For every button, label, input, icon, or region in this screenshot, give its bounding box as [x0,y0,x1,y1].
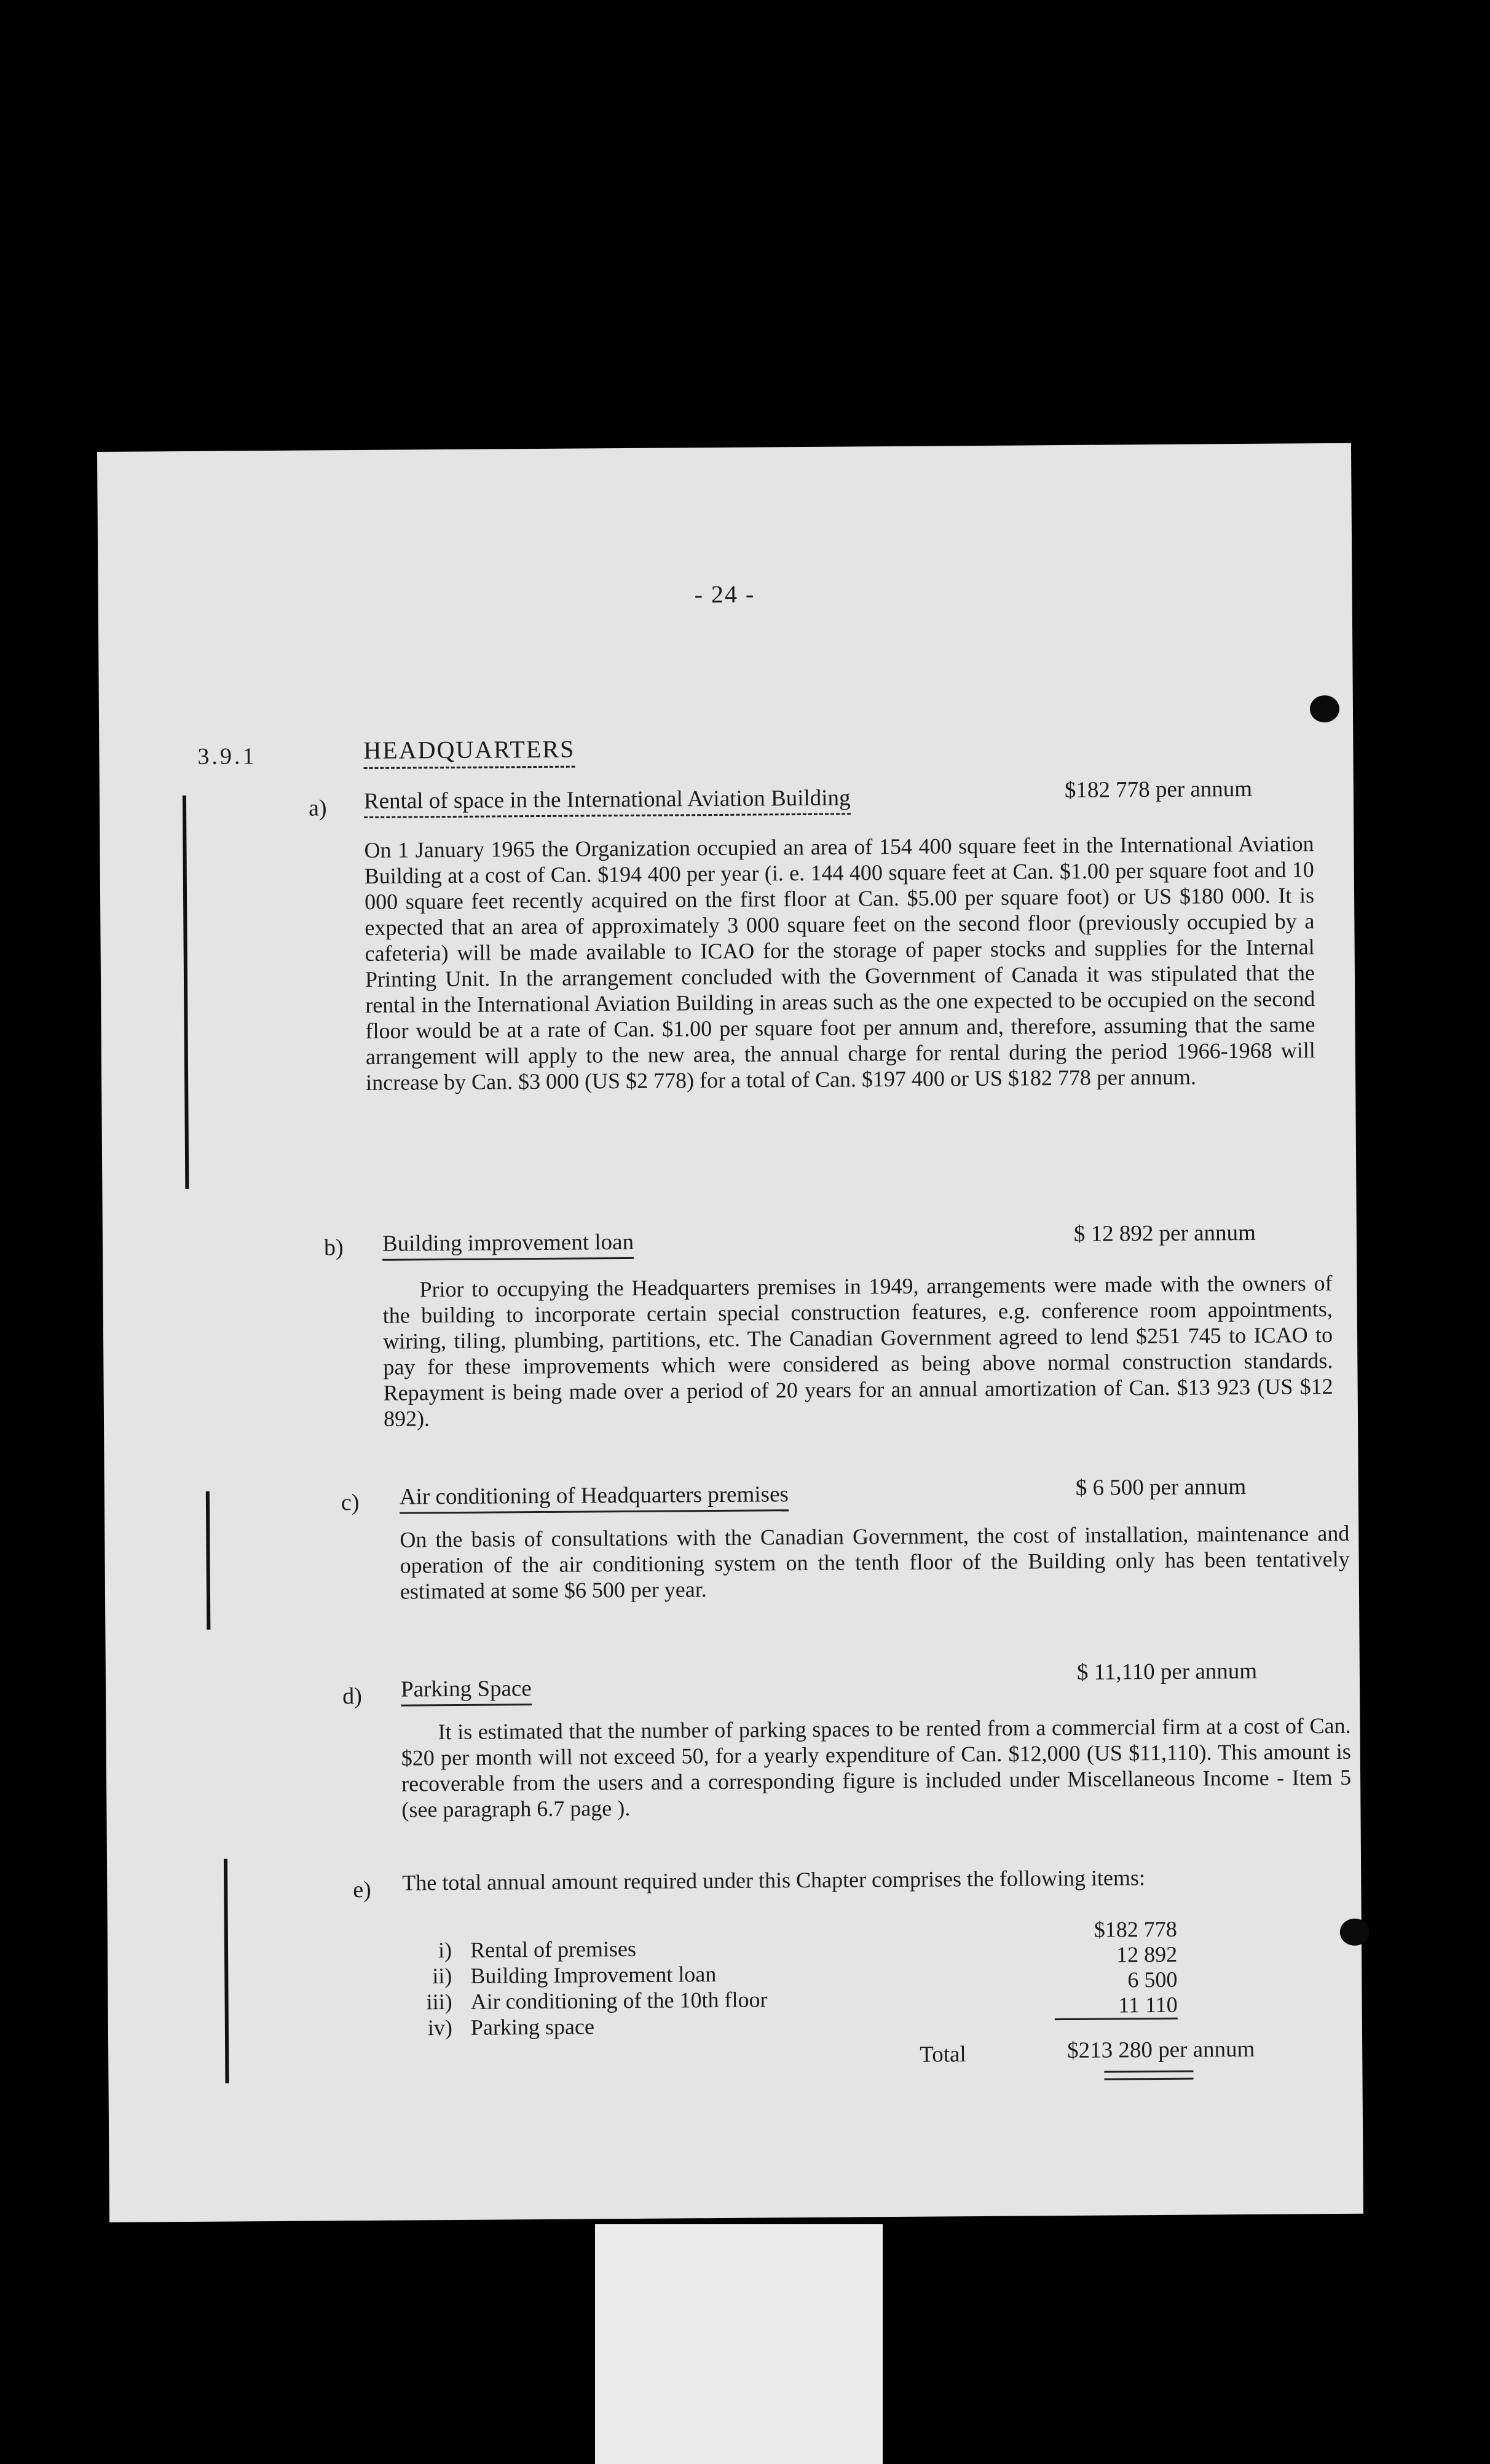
summary-row-value: $182 778 [1094,1916,1177,1942]
summary-row-value: 6 500 [1127,1967,1178,1992]
margin-bar [183,796,189,1189]
item-e-letter: e) [353,1876,372,1903]
section-heading: HEADQUARTERS [363,735,575,769]
item-b-paragraph: Prior to occupying the Headquarters premises in 1949, arrangements were made with the owners of the building to incorporate certain special construction features, e.g. conference room appointments, wiring, tiling, plumbing, partitions, etc. The Canadian Government agreed to lend $251 745 to ICAO to pay for these improvements which were considered as being above normal construction standards. Repayment is being made over a period of 20 years for an annual amortization of Can. $13 923 (US $12 892). [382,1271,1333,1431]
summary-row-num: iii) [426,1989,452,2015]
page-number: - 24 - [694,580,755,609]
item-c-paragraph: On the basis of consultations with the Canadian Government, the cost of installation, maintenance and operation of the air conditioning system on the tenth floor of the Building only has been tentatively estimated at some $6 500 per year. [400,1520,1350,1604]
document-page [97,443,1363,2222]
summary-row-num: i) [438,1938,452,1963]
item-d-paragraph: It is estimated that the number of parking spaces to be rented from a commercial firm at a cost of Can. $20 per month will not exceed 50, for a yearly expenditure of Can. $12,000 (US $11,110). This amount is recoverable from the users and a corresponding figure is included under Miscellaneous Income - Item 5 (see paragraph 6.7 page ). [401,1713,1352,1822]
summary-row-value: 12 892 [1116,1941,1178,1967]
ink-blot [1310,695,1339,722]
item-c-title: Air conditioning of Headquarters premises [400,1481,789,1514]
item-b-letter: b) [323,1234,344,1261]
item-a-letter: a) [308,795,327,821]
item-d-title: Parking Space [401,1675,532,1706]
item-c-body [400,1520,1350,1605]
ink-blot [1340,1919,1370,1946]
summary-row-label: Air conditioning of the 10th floor [470,1987,768,2014]
summary-items [403,1935,768,2040]
summary-row-num: ii) [432,1964,452,1989]
item-b-body [382,1270,1333,1432]
item-d-body [401,1713,1351,1823]
summary-row-label: Parking space [470,2014,594,2040]
total-double-underline [1104,2071,1193,2080]
margin-bar [224,1859,229,2083]
margin-bar [206,1491,211,1630]
item-a-paragraph: On 1 January 1965 the Organization occupied an area of 154 400 square feet in the International Aviation Building at a cost of Can. $194 400 per year (i. e. 144 400 square feet at Can. $1.00 per square foot and 10 000 square feet recently acquired on the first floor at Can. $5.00 per square foot) or US $180 000. It is expected that an area of approximately 3 000 square feet on the second floor (previously occupied by a cafeteria) will be made available to ICAO for the storage of paper stocks and supplies for the Internal Printing Unit. In the arrangement concluded with the Government of Canada it was stipulated that the rental in the International Aviation Building in areas such as the one expected to be occupied on the second floor would be at a rate of Can. $1.00 per square foot per annum and, therefore, assuming that the same arrangement will apply to the new area, the annual charge for rental during the period 1966-1968 will increase by Can. $3 000 (US $2 778) for a total of Can. $197 400 or US $182 778 per annum. [364,831,1315,1095]
summary-row [403,1986,767,2015]
summary-values [1054,1917,1178,2020]
summary-row-num: iv) [427,2015,453,2040]
summary-row [403,1935,767,1963]
item-a-body [364,831,1315,1096]
item-b-title: Building improvement loan [382,1229,634,1261]
summary-row-label: Building Improvement loan [470,1962,717,1988]
summary-intro: The total annual amount required under this Chapter comprises the following items: [402,1865,1146,1895]
summary-row [403,1961,767,1989]
item-c-letter: c) [341,1490,360,1516]
item-a-amount: $182 778 per annum [1064,776,1253,804]
total-label: Total [920,2042,966,2067]
item-d-amount: $ 11,110 per annum [1076,1658,1258,1685]
item-d-letter: d) [342,1683,362,1710]
item-a-title: Rental of space in the International Aviation Building [364,784,851,818]
paper-tab [595,2224,883,2464]
item-b-amount: $ 12 892 per annum [1073,1220,1256,1247]
section-number: 3.9.1 [197,743,257,770]
summary-row [403,2012,768,2040]
total-value: $213 280 per annum [1067,2036,1255,2064]
item-c-amount: $ 6 500 per annum [1075,1474,1247,1501]
summary-row-label: Rental of premises [470,1936,637,1962]
summary-row-value: 11 110 [1055,1992,1178,2020]
